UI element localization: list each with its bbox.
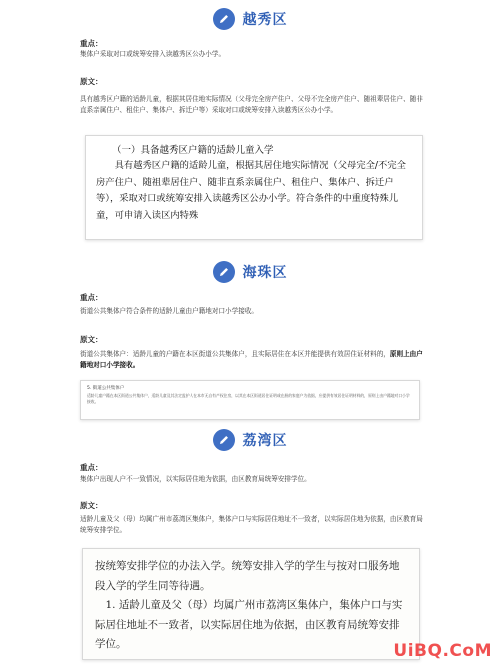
quoted-excerpt-liwan — [82, 548, 420, 660]
focus-label: 重点： — [80, 463, 103, 472]
focus-text: 集体户采取对口或统筹安排入读越秀区公办小学。 — [80, 50, 226, 58]
source-label: 原文： — [80, 77, 103, 86]
pencil-icon — [213, 429, 235, 451]
excerpt-body: 按统筹安排学位的办法入学。统筹安排入学的学生与按对口服务地段入学的学生同等待遇。 1. 适龄儿童及父（母）均属广州市荔湾区集体户，集体户口与实际居住地址不一致者，以实际居住地为依据，由区教育局统筹安排学位。 — [95, 560, 403, 650]
section-title: 海珠区 — [242, 265, 288, 281]
section-header-haizhu — [0, 258, 500, 286]
pencil-icon — [213, 8, 235, 30]
excerpt-body: 具有越秀区户籍的适龄儿童，根据其居住地实际情况（父母完全/不完全房产住户、随祖辈居住户、随非直系亲属住户、租住户、集体户、拆迁户等），采取对口或统筹安排入读越秀区公办小学。符合条件的中重度特殊儿童，可申请入读区内特殊 — [96, 160, 406, 221]
source-text: 具有越秀区户籍的适龄儿童，根据其居住地实际情况（父母完全房产住户、父母不完全房产住户、随祖辈居住户、随非直系亲属住户、租住户、集体户、拆迁户等）采取对口或统筹安排入读越秀区公办小学。 — [80, 95, 423, 114]
section-header-liwan — [0, 426, 500, 454]
quoted-excerpt-yuexiu — [85, 135, 423, 240]
source-label: 原文： — [80, 335, 103, 344]
source-text-bold: 原则上由户籍地对口小学接收。 — [80, 350, 423, 369]
section-title: 荔湾区 — [242, 433, 288, 449]
source-text — [80, 349, 425, 371]
pencil-icon — [213, 261, 235, 283]
excerpt-body: 适龄儿童户籍在本区街道公共集体户，适龄儿童及其法定监护人在本市无自有产权住房，以其在本区街道居住证明或在册的家庭户为依据，应提供有效居住证明材料的，原则上由户籍地对口小学接收。 — [87, 393, 410, 404]
focus-text: 街道公共集体户符合条件的适龄儿童由户籍地对口小学接收。 — [80, 307, 259, 315]
section-title: 越秀区 — [242, 12, 288, 28]
focus-text: 集体户出现人户不一致情况，以实际居住地为依据，由区教育局统筹安排学位。 — [80, 475, 311, 483]
quoted-excerpt-haizhu — [80, 380, 420, 420]
site-watermark: UiBQ.CoM — [393, 641, 492, 661]
excerpt-heading: 5. 街道公共集体户 — [87, 386, 125, 391]
excerpt-heading: （一）具备越秀区户籍的适龄儿童入学 — [112, 145, 274, 156]
source-label: 原文： — [80, 501, 103, 510]
section-header-yuexiu — [0, 5, 500, 33]
focus-label: 重点： — [80, 293, 103, 302]
focus-label: 重点： — [80, 39, 103, 48]
source-text: 适龄儿童及父（母）均属广州市荔湾区集体户，集体户口与实际居住地址不一致者，以实际居住地为依据，由区教育局统筹安排学位。 — [80, 515, 423, 534]
source-text-plain: 街道公共集体户：适龄儿童的户籍在本区街道公共集体户，且实际居住在本区并能提供有效居住证材料的， — [80, 350, 390, 358]
